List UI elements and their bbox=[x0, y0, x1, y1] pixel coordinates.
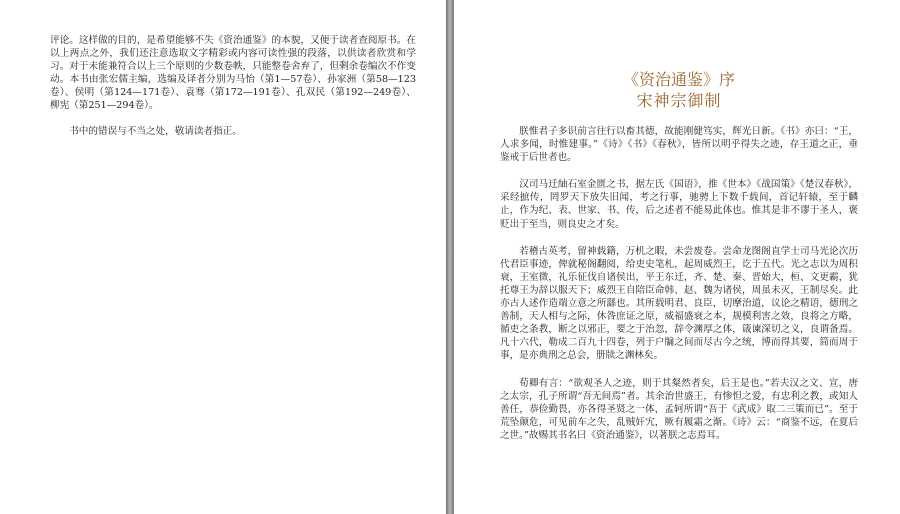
preface-title: 《资治通鉴》序 bbox=[622, 70, 735, 89]
preface-author: 宋神宗御制 bbox=[636, 91, 722, 110]
preface-title-block bbox=[500, 70, 858, 111]
preface-paragraph-4: 荀卿有言：“欲观圣人之迹，则于其粲然者矣，后王是也。”若夫汉之文、宣，唐之太宗，孔子所谓“吾无间焉”者。其余治世盛王，有惨怛之爱，有忠利之教，或知人善任，恭俭勤畏，亦各得圣贤之一体，孟轲所谓“吾于《武成》取二三策而已”。至于荒坠颠危，可见前车之失，乱贼奸宄，厥有履霜之渐。《诗》云：“商鉴不远，在夏后之世。”故赐其书名曰《资治通鉴》，以著朕之志焉耳。 bbox=[500, 377, 858, 441]
left-paragraph-2: 书中的错误与不当之处，敬请读者指正。 bbox=[69, 125, 242, 137]
preface-paragraph-3: 若稽古英考，留神载籍，万机之暇，未尝废卷。尝命龙图阁直学士司马光论次历代君臣事迹，俾就秘阁翻阅，给吏史笔札，起周威烈王，讫于五代。光之志以为周积衰，王室微，礼乐征伐自诸侯出，平王东迁，齐、楚、秦、晋始大，桓、文更霸，犹托尊王为辞以服天下；威烈王自陪臣命韩、赵、魏为诸侯，周虽未灭，王制尽矣。此亦古人述作造端立意之所繇也。其所载明君、良臣，切摩治道，议论之精语，德刑之善制，天人相与之际，休咎庶证之原，威福盛衰之本，规模利害之效，良将之方略，循吏之条教，断之以邪正，要之于治忽，辞令渊厚之体，箴谏深切之义，良谓备焉。凡十六代，勒成二百九十四卷，列于户牖之间而尽古今之统，博而得其要，简而周于事，是亦典刑之总会，册牍之渊林矣。 bbox=[500, 245, 858, 362]
preface-paragraph-2: 汉司马迁紬石室金匮之书，据左氏《国语》，推《世本》《战国策》《楚汉春秋》，采经摭传，罔罗天下放失旧闻，考之行事，驰骋上下数千载间，首记轩辕，至于麟止，作为纪、表、世家、书、传，后之述者不能易此体也。惟其是非不谬于圣人，褒贬出于至当，则良史之才矣。 bbox=[500, 179, 858, 230]
preface-paragraph-1: 朕惟君子多识前言往行以畜其德，故能刚健笃实，辉光日新。《书》亦曰：“王，人求多闻，时惟建事。”《诗》《书》《春秋》，皆所以明乎得失之迹，存王道之正，垂鉴戒于后世者也。 bbox=[500, 126, 858, 164]
left-page bbox=[0, 0, 446, 514]
left-paragraph-1: 评论。这样做的目的，是希望能够不失《资治通鉴》的本貌，又便于读者查阅原书。在以上两点之外，我们还注意选取文字精彩或内容可读性强的段落，以供读者欣赏和学习。对于未能兼符合以上三个原则的少数卷帙，只能整卷舍弃了，但剩余卷编次不作变动。本书由张宏儒主编，选编及译者分别为马怡（第1—57卷）、孙家洲（第58—123卷）、侯明（第124—171卷）、袁骞（第172—191卷）、孔双民（第192—249卷）、柳宪（第251—294卷）。 bbox=[50, 35, 416, 112]
right-page bbox=[454, 0, 900, 514]
book-spine-divider bbox=[446, 0, 454, 514]
